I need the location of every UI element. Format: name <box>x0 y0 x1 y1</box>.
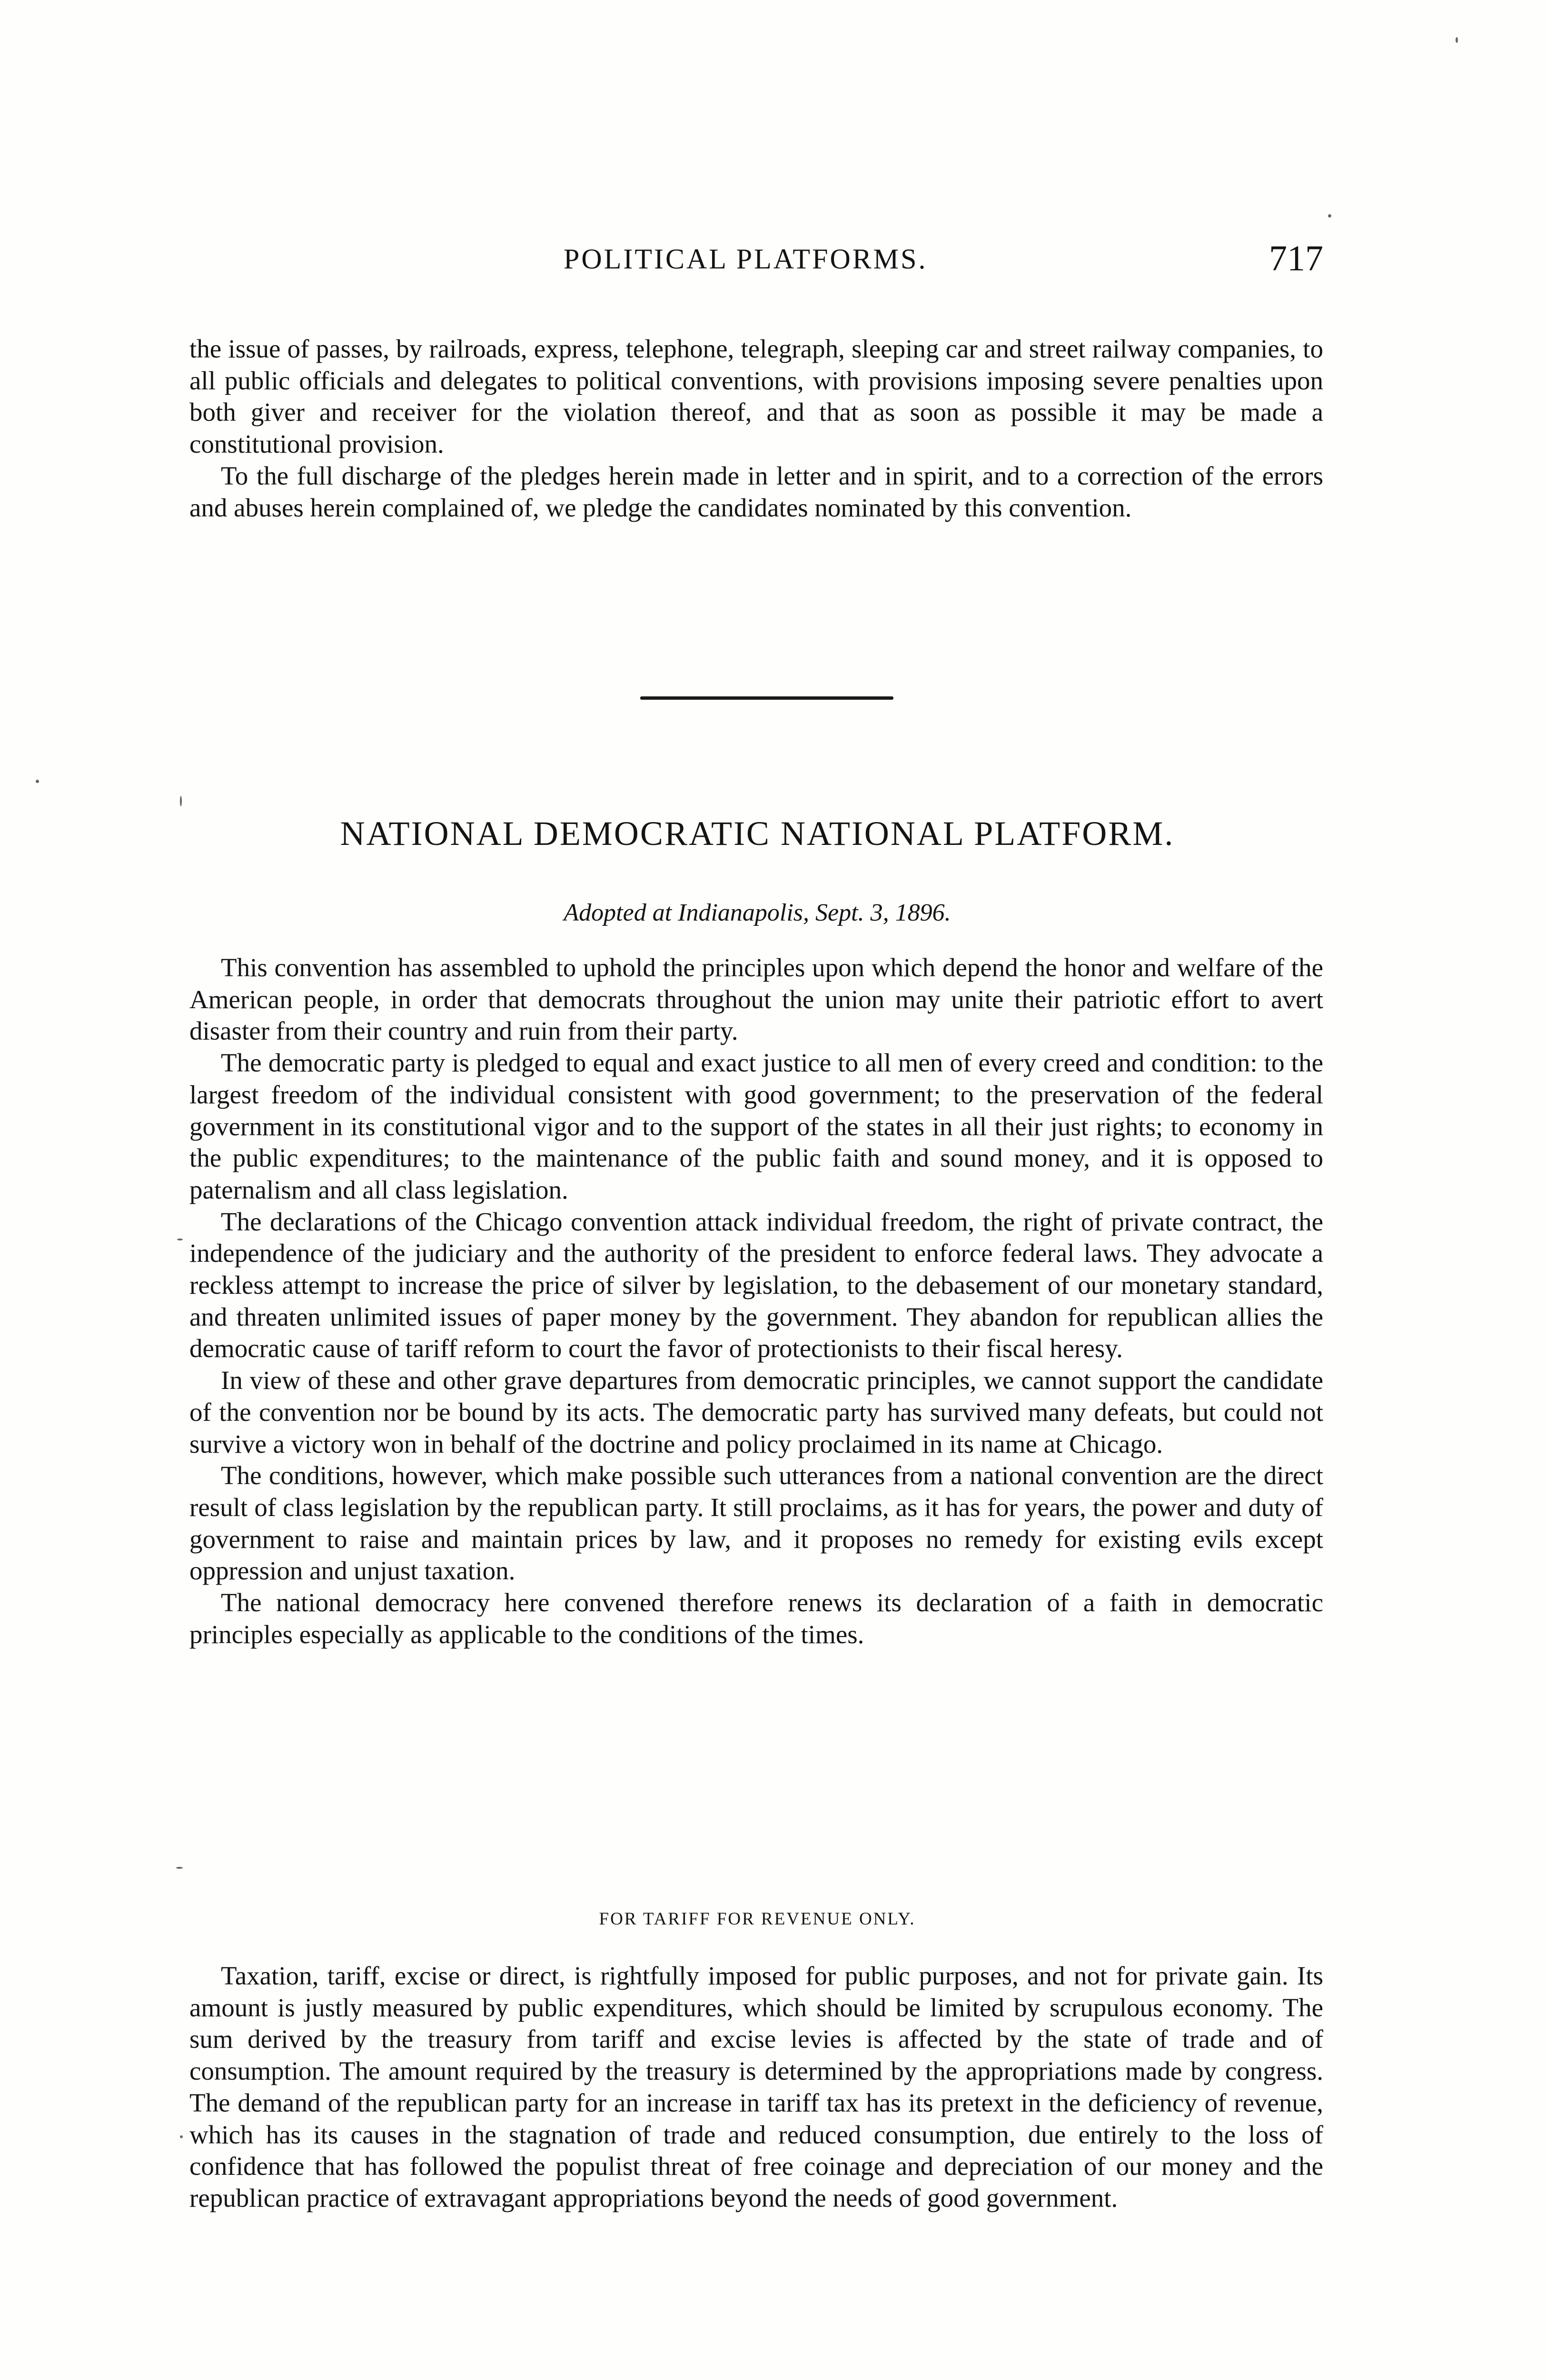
continuation-text <box>189 333 1323 524</box>
scan-speck <box>36 780 39 783</box>
scan-speck <box>180 2135 183 2138</box>
running-head: POLITICAL PLATFORMS. <box>564 243 928 275</box>
scan-speck <box>1456 37 1458 43</box>
platform-title: NATIONAL DEMOCRATIC NATIONAL PLATFORM. <box>340 814 1175 853</box>
continuation-paragraph: the issue of passes, by railroads, express, telephone, telegraph, sleeping car and street railway companies, to all public officials and delegates to political conventions, with provisions imposing severe penalties upon both giver and receiver for the violation thereof, and that as soon as possible it may be made a constitutional provision. <box>189 334 1323 459</box>
tariff-paragraph: Taxation, tariff, excise or direct, is rightfully imposed for public purposes, and not for private gain. Its amount is justly measured by public expenditures, which should be limited by scrupulous economy. The sum derived by the treasury from tariff and excise levies is affected by the state of trade and of consumption. The amount required by the treasury is determined by the appropriations made by congress. The demand of the republican party for an increase in tariff tax has its pretext in the deficiency of revenue, which has its causes in the stagnation of trade and reduced consumption, due entirely to the loss of confidence that has followed the populist threat of free coinage and depreciation of our money and the republican practice of extravagant appropriations beyond the needs of good government. <box>189 1961 1323 2212</box>
platform-paragraph: This convention has assembled to uphold the principles upon which depend the honor and welfare of the American people, in order that democrats throughout the union may unite their patriotic effort to avert disaster from their country and ruin from their party. <box>189 953 1323 1046</box>
platform-body <box>189 952 1323 1650</box>
platform-paragraph: The declarations of the Chicago convention attack individual freedom, the right of private contract, the independence of the judiciary and the authority of the president to enforce federal laws. They advocate a reckless attempt to increase the price of silver by legislation, to the debasement of our monetary standard, and threaten unlimited issues of paper money by the government. They abandon for republican allies the democratic cause of tariff reform to court the favor of protectionists to their fiscal heresy. <box>189 1207 1323 1363</box>
platform-paragraph: In view of these and other grave departures from democratic principles, we cannot support the candidate of the convention nor be bound by its acts. The democratic party has survived many defeats, but could not survive a victory won in behalf of the doctrine and policy proclaimed in its name at Chicago. <box>189 1366 1323 1458</box>
section-heading-tariff: FOR TARIFF FOR REVENUE ONLY. <box>599 1909 916 1929</box>
pledge-paragraph: To the full discharge of the pledges herein made in letter and in spirit, and to a correction of the errors and abuses herein complained of, we pledge the candidates nominated by this convention. <box>189 461 1323 522</box>
adoption-note: Adopted at Indianapolis, Sept. 3, 1896. <box>564 899 951 926</box>
page-number: 717 <box>1269 238 1323 278</box>
tariff-section-body <box>189 1960 1323 2214</box>
platform-paragraph: The national democracy here convened therefore renews its declaration of a faith in democratic principles especially as applicable to the conditions of the times. <box>189 1588 1323 1649</box>
platform-paragraph: The conditions, however, which make possible such utterances from a national convention are the direct result of class legislation by the republican party. It still proclaims, as it has for years, the power and duty of government to raise and maintain prices by law, and it proposes no remedy for existing evils except oppression and unjust taxation. <box>189 1461 1323 1586</box>
scan-speck <box>1328 214 1331 218</box>
section-separator-rule <box>640 696 893 700</box>
scan-speck <box>176 1867 183 1869</box>
scan-speck <box>177 1239 183 1240</box>
scan-speck <box>180 796 182 806</box>
platform-paragraph: The democratic party is pledged to equal and exact justice to all men of every creed and condition: to the largest freedom of the individual consistent with good government; to the preservation of the federal government in its constitutional vigor and to the support of the states in all their just rights; to economy in the public expenditures; to the maintenance of the public faith and sound money, and it is opposed to paternalism and all class legislation. <box>189 1048 1323 1204</box>
page-header <box>190 238 1323 290</box>
